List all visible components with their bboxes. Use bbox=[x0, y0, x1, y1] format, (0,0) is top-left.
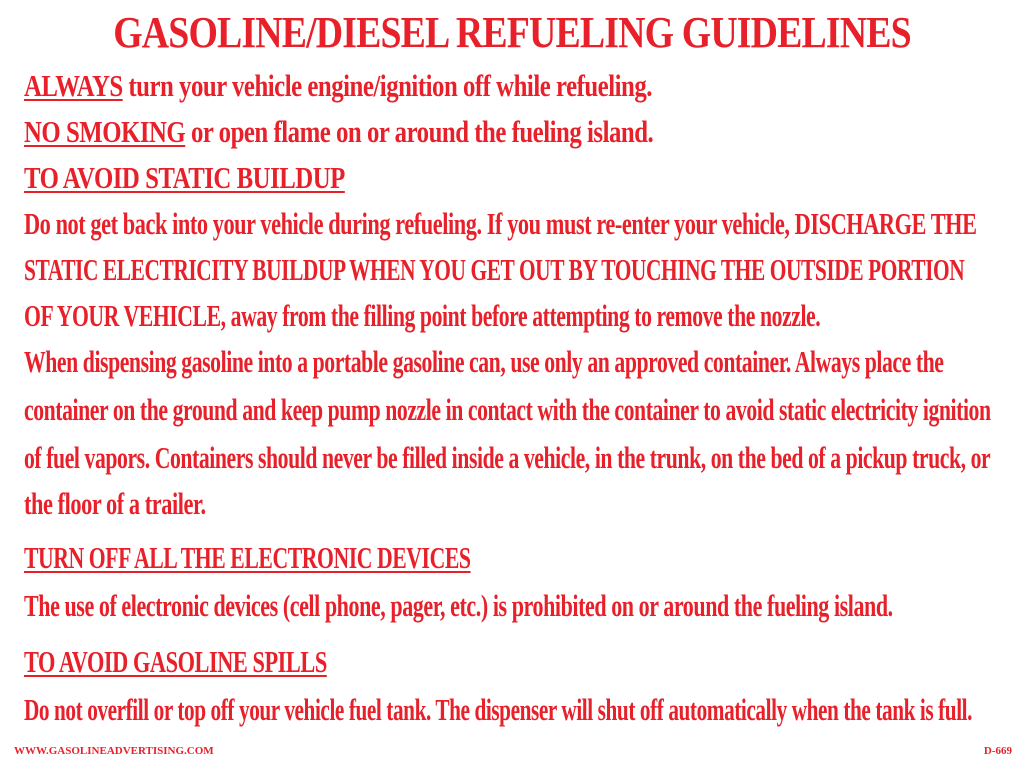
electronic-text: The use of electronic devices (cell phone, pager, etc.) is prohibited on or around the fueling island. bbox=[24, 588, 893, 623]
always-lead: ALWAYS bbox=[24, 68, 123, 103]
always-text: turn your vehicle engine/ignition off while refueling. bbox=[122, 68, 652, 103]
static-line-7: the floor of a trailer. bbox=[24, 486, 206, 521]
sign-code: D-669 bbox=[983, 745, 1012, 757]
static-line-1: Do not get back into your vehicle during refueling. If you must re-enter your vehicle, DISCHARGE THE bbox=[24, 206, 977, 241]
website-footer: WWW.GASOLINEADVERTISING.COM bbox=[14, 745, 214, 757]
static-heading: TO AVOID STATIC BUILDUP bbox=[24, 160, 345, 195]
static-line-3: OF YOUR VEHICLE, away from the filling point before attempting to remove the nozzle. bbox=[24, 298, 821, 333]
sign-title: GASOLINE/DIESEL REFUELING GUIDELINES bbox=[113, 8, 911, 57]
spills-text: Do not overfill or top off your vehicle fuel tank. The dispenser will shut off automatically when the tank is full. bbox=[24, 692, 973, 727]
static-line-2: STATIC ELECTRICITY BUILDUP WHEN YOU GET OUT BY TOUCHING THE OUTSIDE PORTION bbox=[24, 252, 965, 287]
always-line bbox=[24, 66, 652, 106]
static-line-4: When dispensing gasoline into a portable gasoline can, use only an approved container. Always place the bbox=[24, 344, 944, 379]
static-line-5: container on the ground and keep pump nozzle in contact with the container to avoid static electricity ignition bbox=[24, 392, 991, 427]
static-line-6: of fuel vapors. Containers should never be filled inside a vehicle, in the trunk, on the bed of a pickup truck, or bbox=[24, 440, 991, 475]
spills-heading: TO AVOID GASOLINE SPILLS bbox=[24, 644, 327, 679]
no-smoking-text: or open flame on or around the fueling island. bbox=[185, 114, 654, 149]
no-smoking-lead: NO SMOKING bbox=[24, 114, 186, 149]
no-smoking-line bbox=[24, 112, 653, 152]
electronic-heading: TURN OFF ALL THE ELECTRONIC DEVICES bbox=[24, 540, 471, 575]
